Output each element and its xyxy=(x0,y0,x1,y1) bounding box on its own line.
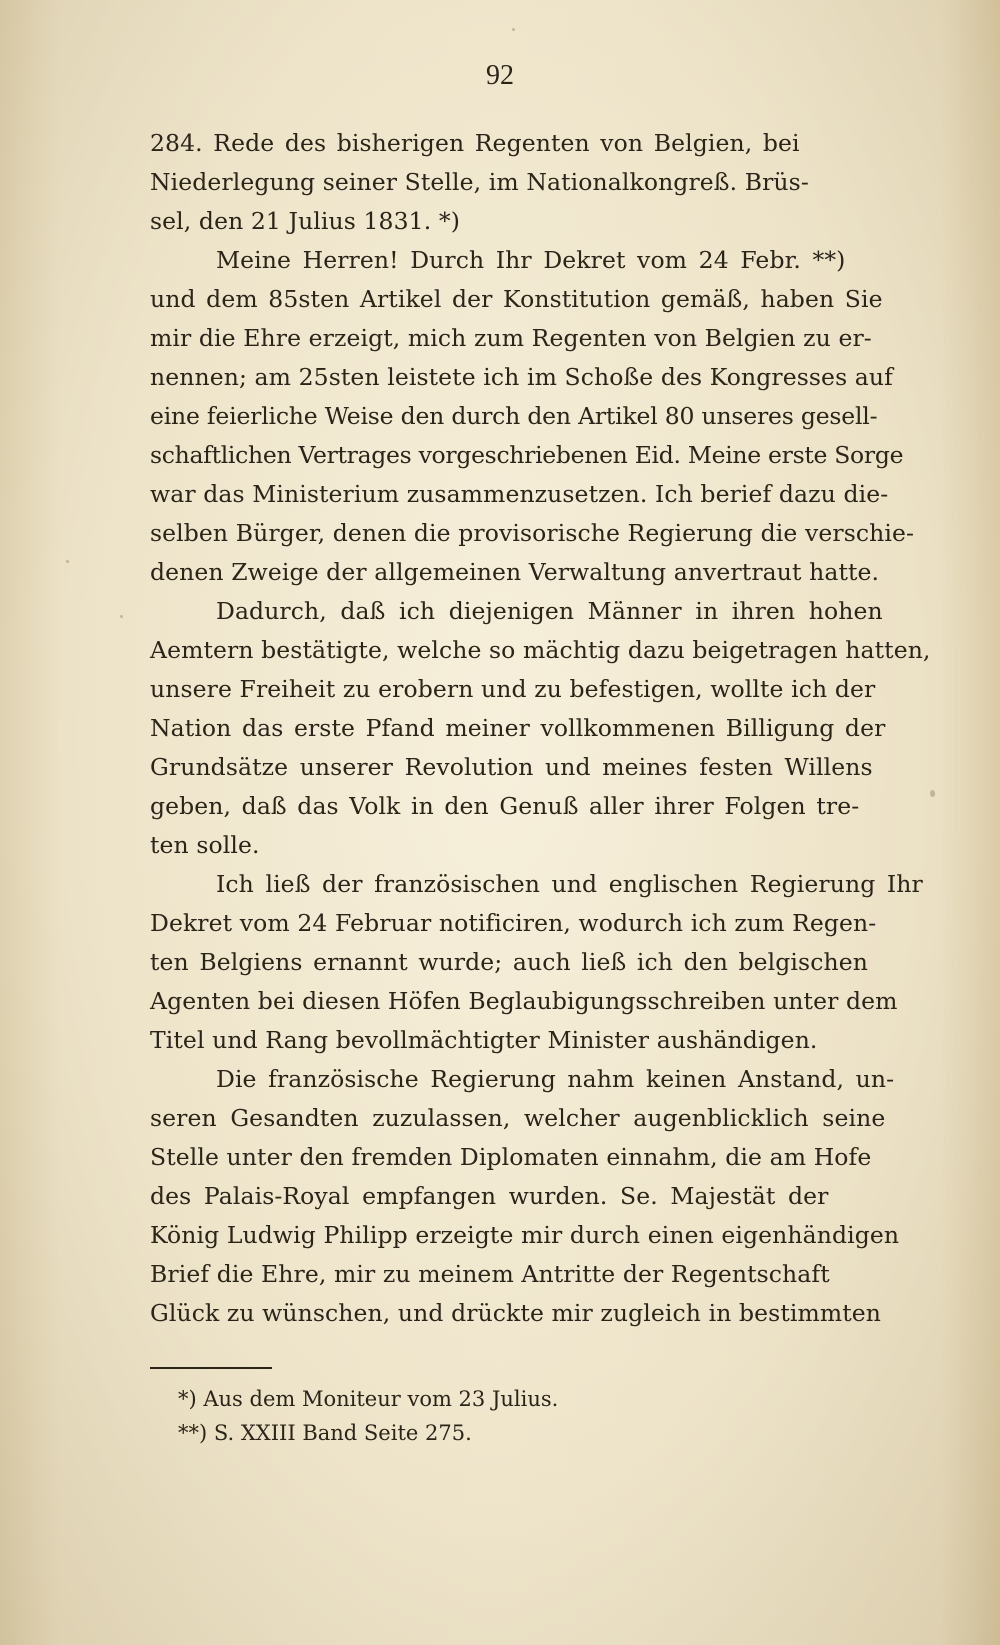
text-line: seren Gesandten zuzulassen, welcher augenblicklich seine xyxy=(150,1104,886,1132)
paper-speck xyxy=(120,615,123,618)
paper-speck xyxy=(66,560,69,563)
text-line: mir die Ehre erzeigt, mich zum Regenten von Belgien zu er- xyxy=(150,324,872,352)
text-line: Grundsätze unserer Revolution und meines festen Willens xyxy=(150,753,873,781)
text-line: Dekret vom 24 Februar notificiren, wodurch ich zum Regen- xyxy=(150,909,877,937)
text-line: denen Zweige der allgemeinen Verwaltung anvertraut hatte. xyxy=(150,558,880,586)
text-line: Nation das erste Pfand meiner vollkommenen Billigung der xyxy=(150,714,886,742)
text-line: Brief die Ehre, mir zu meinem Antritte der Regentschaft xyxy=(150,1260,830,1288)
main-text xyxy=(150,124,931,1333)
footnotes xyxy=(178,1382,558,1450)
text-line: Ich ließ der französischen und englischen Regierung Ihr xyxy=(216,870,923,898)
text-line: Niederlegung seiner Stelle, im Nationalkongreß. Brüs- xyxy=(150,168,809,196)
text-line: des Palais-Royal empfangen wurden. Se. Majestät der xyxy=(150,1182,829,1210)
text-line: Meine Herren! Durch Ihr Dekret vom 24 Febr. **) xyxy=(216,246,846,274)
text-line: unsere Freiheit zu erobern und zu befestigen, wollte ich der xyxy=(150,675,876,703)
text-line: Agenten bei diesen Höfen Beglaubigungsschreiben unter dem xyxy=(150,987,898,1015)
paper-speck xyxy=(512,28,515,31)
text-line: sel, den 21 Julius 1831. *) xyxy=(150,207,460,235)
text-line: war das Ministerium zusammenzusetzen. Ich berief dazu die- xyxy=(150,480,889,508)
text-line: Glück zu wünschen, und drückte mir zugleich in bestimmten xyxy=(150,1299,882,1327)
text-line: nennen; am 25sten leistete ich im Schoße des Kongresses auf xyxy=(150,363,893,391)
text-line: König Ludwig Philipp erzeigte mir durch einen eigenhändigen xyxy=(150,1221,900,1249)
footnote-divider xyxy=(150,1367,272,1369)
text-line: 284. Rede des bisherigen Regenten von Belgien, bei xyxy=(150,129,800,157)
text-line: Stelle unter den fremden Diplomaten einnahm, die am Hofe xyxy=(150,1143,872,1171)
text-line: Aemtern bestätigte, welche so mächtig dazu beigetragen hatten, xyxy=(150,636,931,664)
page-number: 92 xyxy=(486,60,514,91)
text-line: schaftlichen Vertrages vorgeschriebenen Eid. Meine erste Sorge xyxy=(150,441,904,469)
text-line: selben Bürger, denen die provisorische Regierung die verschie- xyxy=(150,519,915,547)
text-line: und dem 85sten Artikel der Konstitution gemäß, haben Sie xyxy=(150,285,883,313)
text-line: ten solle. xyxy=(150,831,260,859)
text-line: Titel und Rang bevollmächtigter Minister aushändigen. xyxy=(150,1026,818,1054)
text-line: Die französische Regierung nahm keinen Anstand, un- xyxy=(216,1065,895,1093)
text-line: eine feierliche Weise den durch den Artikel 80 unseres gesell- xyxy=(150,402,878,430)
footnote: *) Aus dem Moniteur vom 23 Julius. xyxy=(178,1387,559,1411)
footnote: **) S. XXIII Band Seite 275. xyxy=(178,1421,472,1445)
text-line: geben, daß das Volk in den Genuß aller ihrer Folgen tre- xyxy=(150,792,860,820)
text-line: ten Belgiens ernannt wurde; auch ließ ich den belgischen xyxy=(150,948,868,976)
paper-speck xyxy=(930,790,935,797)
text-line: Dadurch, daß ich diejenigen Männer in ihren hohen xyxy=(216,597,883,625)
